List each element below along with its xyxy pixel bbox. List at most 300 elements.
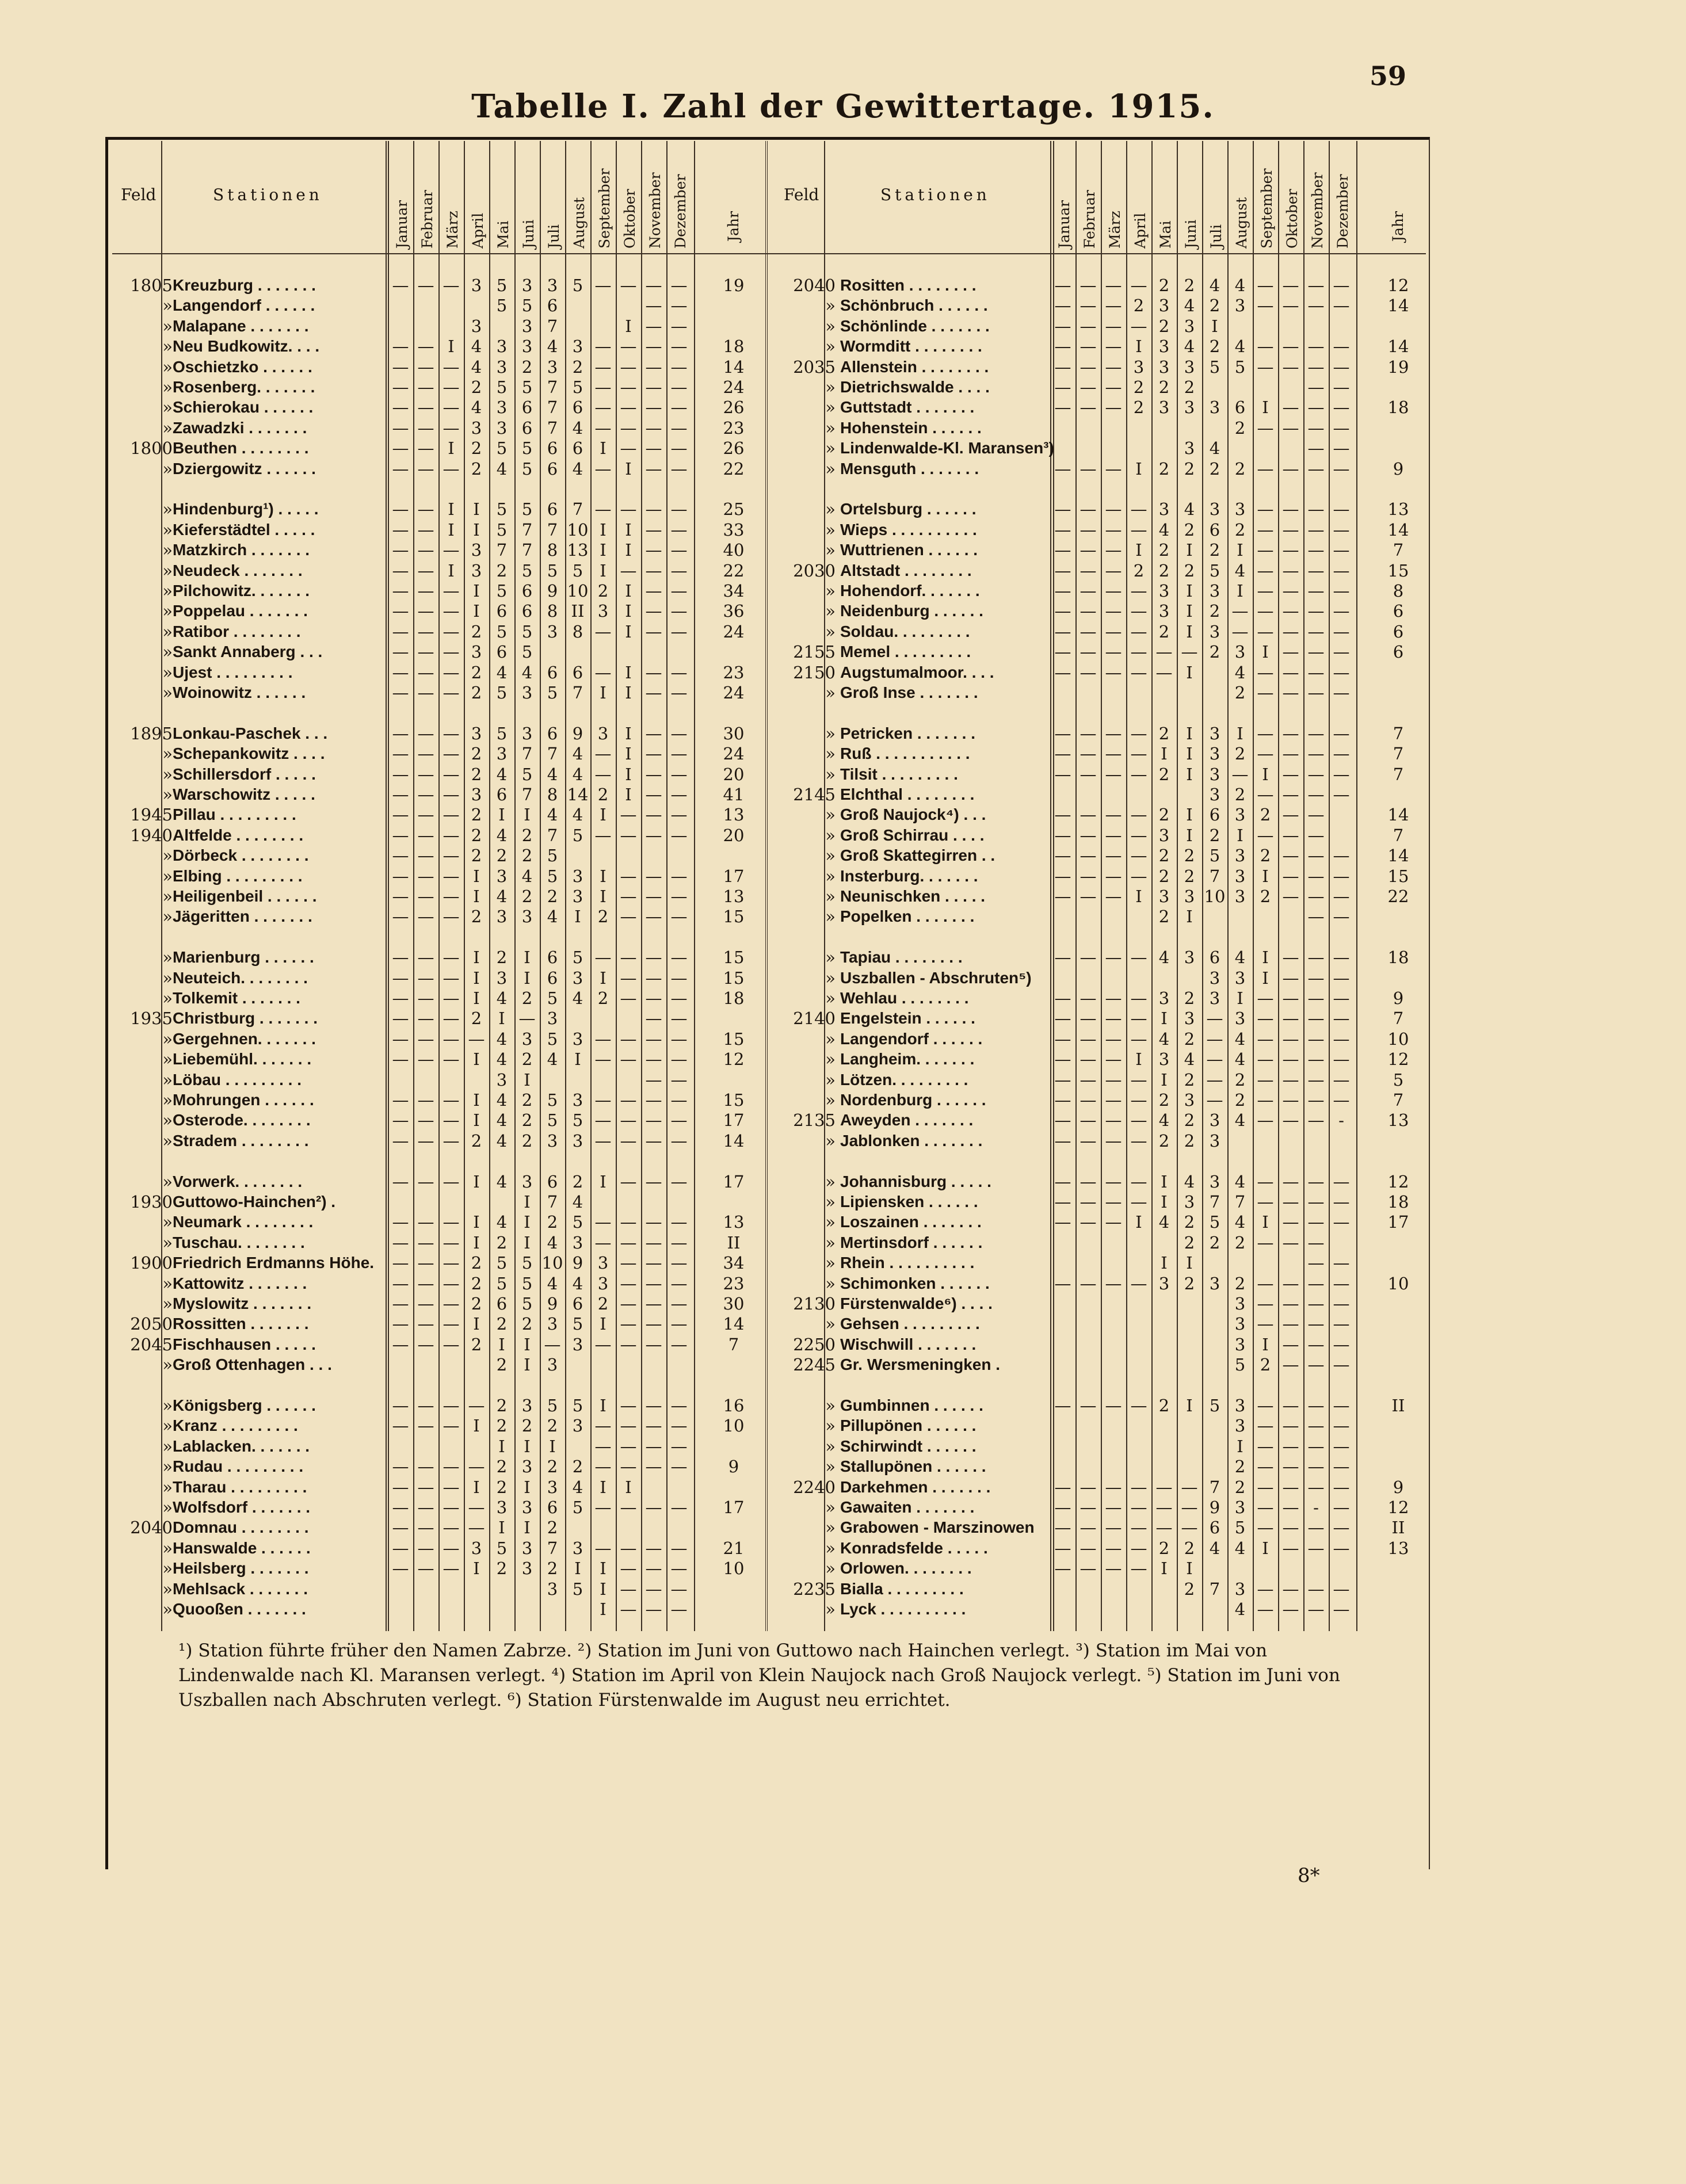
month-count: —	[392, 662, 409, 682]
month-count: I	[448, 337, 455, 357]
month-count: —	[1155, 1518, 1173, 1538]
feld-number: 2040	[793, 276, 836, 295]
month-count: —	[1231, 764, 1249, 784]
month-count: 5	[496, 581, 508, 601]
month-count: 3	[597, 601, 609, 621]
month-count: 2	[471, 1253, 482, 1273]
month-count: —	[1080, 764, 1097, 784]
month-count: —	[443, 1314, 460, 1334]
month-count: 5	[521, 499, 533, 520]
month-count: I	[1186, 907, 1193, 927]
month-count: 3	[572, 1232, 583, 1253]
month-count: —	[1105, 1477, 1122, 1497]
month-count: 2	[572, 1457, 583, 1477]
month-count: —	[620, 276, 637, 295]
station-name: Neuteich. . . . . . . .	[173, 968, 308, 987]
month-count: —	[620, 907, 637, 927]
feld-number: 1800	[130, 438, 173, 459]
feld-number: »	[825, 337, 836, 357]
month-count: —	[645, 377, 662, 397]
month-count: —	[392, 1334, 409, 1354]
month-count: —	[443, 825, 460, 845]
month-count: —	[392, 1253, 409, 1273]
month-count: —	[1282, 1477, 1299, 1497]
month-count: —	[1282, 357, 1299, 377]
month-count: —	[1307, 1334, 1325, 1354]
month-count: I	[1135, 540, 1142, 560]
month-count: 2	[1158, 276, 1170, 295]
month-count: 5	[547, 1396, 558, 1415]
month-count: I	[524, 1070, 531, 1090]
month-count: —	[392, 581, 409, 601]
month-count: I	[473, 1232, 480, 1253]
feld-number: »	[825, 1314, 836, 1334]
month-count: —	[1054, 866, 1071, 886]
month-count: 2	[496, 846, 508, 866]
month-count: 2	[521, 1110, 533, 1131]
month-count: —	[1307, 398, 1325, 418]
month-count: —	[594, 1212, 612, 1232]
month-count: 4	[547, 1273, 558, 1293]
month-count: 3	[496, 968, 508, 988]
month-count: —	[417, 398, 434, 418]
month-count: —	[443, 805, 460, 825]
month-count: —	[1130, 1070, 1147, 1090]
station-name: Langendorf . . . . . .	[173, 296, 315, 315]
month-count: —	[594, 1538, 612, 1558]
month-count: 5	[1209, 357, 1220, 377]
month-count: 2	[1209, 642, 1220, 662]
month-count: —	[443, 1518, 460, 1538]
month-count: 3	[521, 683, 533, 702]
month-count: 2	[1260, 887, 1271, 906]
feld-number: 1805	[130, 276, 173, 295]
month-count: —	[1333, 764, 1350, 784]
month-count: —	[392, 520, 409, 540]
feld-number: »	[825, 744, 836, 764]
month-count: 2	[1158, 846, 1170, 866]
month-count: —	[1257, 1477, 1274, 1497]
month-count: —	[1130, 1009, 1147, 1029]
station-name: Rositten . . . . . . . .	[840, 276, 976, 294]
month-count: 3	[1209, 499, 1220, 520]
station-name: Loszainen . . . . . . .	[840, 1213, 982, 1231]
month-count: —	[1257, 1416, 1274, 1436]
month-count: —	[670, 1416, 688, 1436]
month-count: —	[670, 520, 688, 540]
year-total: 24	[723, 683, 745, 702]
month-count: —	[1054, 601, 1071, 621]
month-count: 5	[572, 1110, 583, 1131]
month-count: —	[1080, 805, 1097, 825]
month-count: 3	[547, 1579, 558, 1599]
feld-number: »	[162, 1559, 173, 1579]
month-count: 3	[1184, 1009, 1195, 1029]
month-count: —	[1257, 1273, 1274, 1293]
station-name: Pilchowitz. . . . . . .	[173, 582, 310, 600]
month-count: —	[443, 621, 460, 642]
month-count: 9	[547, 1294, 558, 1314]
month-count: I	[473, 1171, 480, 1192]
month-count: —	[417, 581, 434, 601]
month-count: —	[468, 1029, 485, 1049]
month-count: —	[670, 744, 688, 764]
month-count: 9	[572, 723, 583, 743]
month-count: —	[594, 418, 612, 438]
month-count: I	[600, 1477, 606, 1497]
month-count: —	[620, 1416, 637, 1436]
month-count: —	[645, 1090, 662, 1110]
month-count: 2	[1209, 601, 1220, 621]
month-count: 2	[471, 621, 482, 642]
month-count: —	[1130, 276, 1147, 295]
month-count: —	[1080, 1192, 1097, 1212]
month-count: I	[1262, 398, 1269, 418]
month-count: —	[1282, 337, 1299, 357]
month-count: —	[1054, 560, 1071, 581]
year-total: 6	[1393, 642, 1404, 662]
month-count: —	[594, 948, 612, 968]
year-total: 17	[723, 1110, 745, 1131]
month-count: 3	[572, 337, 583, 357]
month-count: —	[1333, 377, 1350, 397]
month-count: 5	[496, 276, 508, 295]
station-name: Sankt Annaberg . . .	[173, 643, 323, 661]
month-count: —	[417, 1498, 434, 1517]
month-count: 3	[547, 621, 558, 642]
month-count: 4	[547, 1232, 558, 1253]
month-count: —	[417, 1294, 434, 1314]
month-count: I	[625, 683, 632, 702]
month-count: 3	[1184, 357, 1195, 377]
month-count: 2	[1184, 1538, 1195, 1558]
month-count: I	[524, 1518, 531, 1538]
month-count: 3	[471, 540, 482, 560]
month-count: —	[645, 459, 662, 479]
month-count: —	[1105, 764, 1122, 784]
header-month: März	[444, 211, 461, 249]
month-count: —	[1054, 744, 1071, 764]
station-name: Rudau . . . . . . . . .	[173, 1457, 304, 1476]
month-count: —	[1054, 723, 1071, 743]
feld-number: »	[825, 1253, 836, 1273]
month-count: —	[1282, 459, 1299, 479]
month-count: —	[1206, 1090, 1223, 1110]
feld-number: »	[825, 499, 836, 520]
station-name: Löbau . . . . . . . . .	[173, 1070, 302, 1089]
month-count: I	[600, 520, 606, 540]
month-count: 5	[547, 1110, 558, 1131]
month-count: 4	[496, 1110, 508, 1131]
month-count: I	[600, 968, 606, 988]
year-total: 20	[723, 764, 745, 784]
month-count: 2	[1184, 1212, 1195, 1232]
month-count: 3	[1234, 846, 1246, 866]
month-count: I	[448, 499, 455, 520]
month-count: —	[1282, 948, 1299, 968]
month-count: —	[1333, 1192, 1350, 1212]
month-count: 3	[471, 1538, 482, 1558]
month-count: —	[443, 276, 460, 295]
month-count: —	[392, 1009, 409, 1029]
month-count: —	[1307, 1579, 1325, 1599]
year-total: 14	[1387, 846, 1409, 866]
month-count: I	[524, 1212, 531, 1232]
month-count: —	[1105, 1090, 1122, 1110]
month-count: I	[625, 601, 632, 621]
month-count: —	[1282, 1334, 1299, 1354]
month-count: 3	[572, 1131, 583, 1151]
month-count: 2	[1158, 459, 1170, 479]
month-count: —	[1080, 1171, 1097, 1192]
month-count: —	[1105, 296, 1122, 316]
month-count: —	[645, 825, 662, 845]
month-count: I	[473, 1314, 480, 1334]
month-count: —	[1307, 1599, 1325, 1619]
month-count: 3	[1158, 337, 1170, 357]
month-count: 3	[1158, 357, 1170, 377]
month-count: 2	[1184, 1579, 1195, 1599]
month-count: I	[1161, 1559, 1168, 1579]
month-count: 6	[521, 601, 533, 621]
month-count: 5	[1209, 846, 1220, 866]
month-count: —	[670, 1049, 688, 1070]
month-count: —	[1282, 1070, 1299, 1090]
month-count: —	[1307, 357, 1325, 377]
month-count: 6	[547, 1171, 558, 1192]
month-count: 7	[1209, 866, 1220, 886]
month-count: 8	[547, 601, 558, 621]
month-count: —	[1333, 1029, 1350, 1049]
month-count: —	[443, 988, 460, 1008]
month-count: —	[645, 296, 662, 316]
year-total: 10	[1387, 1029, 1409, 1049]
month-count: —	[620, 377, 637, 397]
feld-number: »	[825, 825, 836, 845]
month-count: —	[392, 1559, 409, 1579]
month-count: —	[392, 988, 409, 1008]
station-name: Neidenburg . . . . . .	[840, 602, 983, 620]
year-total: 15	[1387, 560, 1409, 581]
month-count: —	[645, 907, 662, 927]
month-count: —	[443, 846, 460, 866]
month-count: 3	[1209, 723, 1220, 743]
year-total: II	[1391, 1518, 1405, 1538]
month-count: 5	[521, 296, 533, 316]
station-name: Ratibor . . . . . . . .	[173, 622, 301, 640]
feld-number: »	[162, 1477, 173, 1497]
month-count: —	[620, 1212, 637, 1232]
month-count: —	[1282, 560, 1299, 581]
month-count: 2	[1184, 459, 1195, 479]
month-count: 7	[547, 744, 558, 764]
month-count: 5	[496, 683, 508, 702]
month-count: —	[443, 418, 460, 438]
month-count: 3	[1158, 988, 1170, 1008]
month-count: 4	[547, 907, 558, 927]
feld-number: »	[162, 581, 173, 601]
month-count: —	[1206, 1029, 1223, 1049]
month-count: 3	[1158, 1049, 1170, 1070]
month-count: —	[1307, 337, 1325, 357]
feld-number: »	[162, 357, 173, 377]
month-count: 2	[471, 846, 482, 866]
station-name: Lipiensken . . . . . .	[840, 1193, 978, 1211]
month-count: —	[670, 764, 688, 784]
month-count: 2	[1184, 1131, 1195, 1151]
month-count: —	[443, 1009, 460, 1029]
month-count: —	[645, 968, 662, 988]
feld-number: »	[162, 948, 173, 968]
month-count: —	[417, 1171, 434, 1192]
month-count: I	[1186, 805, 1193, 825]
month-count: 3	[471, 723, 482, 743]
year-total: 24	[723, 377, 745, 397]
month-count: —	[1282, 1049, 1299, 1070]
month-count: —	[392, 1477, 409, 1497]
month-count: 3	[597, 1273, 609, 1293]
month-count: —	[1080, 846, 1097, 866]
year-total: 15	[723, 968, 745, 988]
month-count: —	[443, 887, 460, 906]
year-total: 18	[723, 337, 745, 357]
feld-number: »	[162, 866, 173, 886]
month-count: I	[473, 1110, 480, 1131]
month-count: 2	[521, 887, 533, 906]
month-count: 3	[496, 1070, 508, 1090]
month-count: —	[392, 1110, 409, 1131]
year-total: 13	[1387, 499, 1409, 520]
month-count: —	[670, 621, 688, 642]
month-count: —	[443, 1396, 460, 1415]
station-name: Schierokau . . . . . .	[173, 398, 314, 417]
station-name: Domnau . . . . . . . .	[173, 1518, 309, 1537]
feld-number: »	[825, 459, 836, 479]
month-count: —	[620, 1029, 637, 1049]
month-count: —	[670, 723, 688, 743]
feld-number: »	[162, 1436, 173, 1456]
month-count: 2	[1158, 621, 1170, 642]
month-count: —	[1257, 1579, 1274, 1599]
month-count: —	[1282, 1273, 1299, 1293]
feld-number: »	[162, 785, 173, 804]
month-count: I	[1161, 1070, 1168, 1090]
month-count: —	[1307, 1212, 1325, 1232]
month-count: —	[443, 662, 460, 682]
month-count: —	[1080, 1538, 1097, 1558]
month-count: —	[1181, 642, 1198, 662]
month-count: —	[392, 1090, 409, 1110]
feld-number: »	[825, 1518, 836, 1538]
month-count: 5	[496, 621, 508, 642]
month-count: —	[1307, 1355, 1325, 1375]
station-name: Ortelsburg . . . . . .	[840, 500, 976, 518]
month-count: —	[443, 377, 460, 397]
month-count: —	[594, 1090, 612, 1110]
month-count: 3	[471, 276, 482, 295]
month-count: 5	[572, 1396, 583, 1415]
month-count: —	[1257, 276, 1274, 295]
month-count: —	[620, 1457, 637, 1477]
station-name: Grabowen - Marszinowen	[840, 1518, 1035, 1537]
month-count: —	[1307, 1396, 1325, 1415]
year-total: 18	[1387, 1192, 1409, 1212]
month-count: —	[1307, 805, 1325, 825]
station-name: Dietrichswalde . . . .	[840, 378, 990, 396]
month-count: —	[1130, 1559, 1147, 1579]
month-count: I	[574, 907, 581, 927]
month-count: 2	[521, 988, 533, 1008]
month-count: 2	[1158, 1131, 1170, 1151]
year-total: 19	[1387, 357, 1409, 377]
month-count: —	[417, 377, 434, 397]
month-count: 3	[521, 1396, 533, 1415]
feld-number: 2240	[793, 1477, 836, 1497]
month-count: —	[417, 1009, 434, 1029]
month-count: 3	[496, 357, 508, 377]
month-count: —	[1333, 1599, 1350, 1619]
month-count: —	[1080, 988, 1097, 1008]
month-count: I	[1161, 1253, 1168, 1273]
header-month: September	[596, 168, 613, 249]
month-count: 5	[547, 1090, 558, 1110]
month-count: 6	[547, 438, 558, 459]
month-count: —	[1105, 337, 1122, 357]
header-month: Mai	[495, 220, 512, 249]
month-count: —	[443, 540, 460, 560]
feld-number: 2135	[793, 1110, 836, 1131]
year-total: 13	[723, 805, 745, 825]
feld-number: 1930	[130, 1192, 173, 1212]
station-name: Augstumalmoor. . . .	[840, 663, 994, 681]
month-count: —	[417, 357, 434, 377]
month-count: —	[1130, 988, 1147, 1008]
month-count: I	[600, 1396, 606, 1415]
month-count: —	[1105, 377, 1122, 397]
month-count: —	[1333, 683, 1350, 702]
month-count: —	[1130, 1090, 1147, 1110]
month-count: —	[1282, 1599, 1299, 1619]
month-count: I	[524, 1192, 531, 1212]
month-count: —	[1257, 1110, 1274, 1131]
month-count: —	[670, 1457, 688, 1477]
month-count: —	[417, 1396, 434, 1415]
month-count: —	[392, 398, 409, 418]
station-name: Heilsberg . . . . . . .	[173, 1559, 309, 1578]
month-count: I	[473, 601, 480, 621]
month-count: I	[1135, 1049, 1142, 1070]
month-count: 2	[521, 1049, 533, 1070]
month-count: —	[1105, 1559, 1122, 1579]
month-count: —	[1054, 887, 1071, 906]
month-count: 4	[572, 805, 583, 825]
month-count: 2	[1158, 764, 1170, 784]
month-count: —	[645, 1599, 662, 1619]
month-count: —	[1080, 948, 1097, 968]
month-count: —	[1130, 662, 1147, 682]
month-count: 2	[1209, 459, 1220, 479]
month-count: 2	[597, 1294, 609, 1314]
month-count: 2	[597, 988, 609, 1008]
month-count: 3	[496, 337, 508, 357]
month-count: I	[625, 540, 632, 560]
station-name: Hanswalde . . . . . .	[173, 1538, 311, 1557]
month-count: 2	[471, 377, 482, 397]
month-count: I	[473, 1477, 480, 1497]
month-count: 2	[547, 1518, 558, 1538]
month-count: I	[473, 887, 480, 906]
month-count: 4	[1234, 1599, 1246, 1619]
